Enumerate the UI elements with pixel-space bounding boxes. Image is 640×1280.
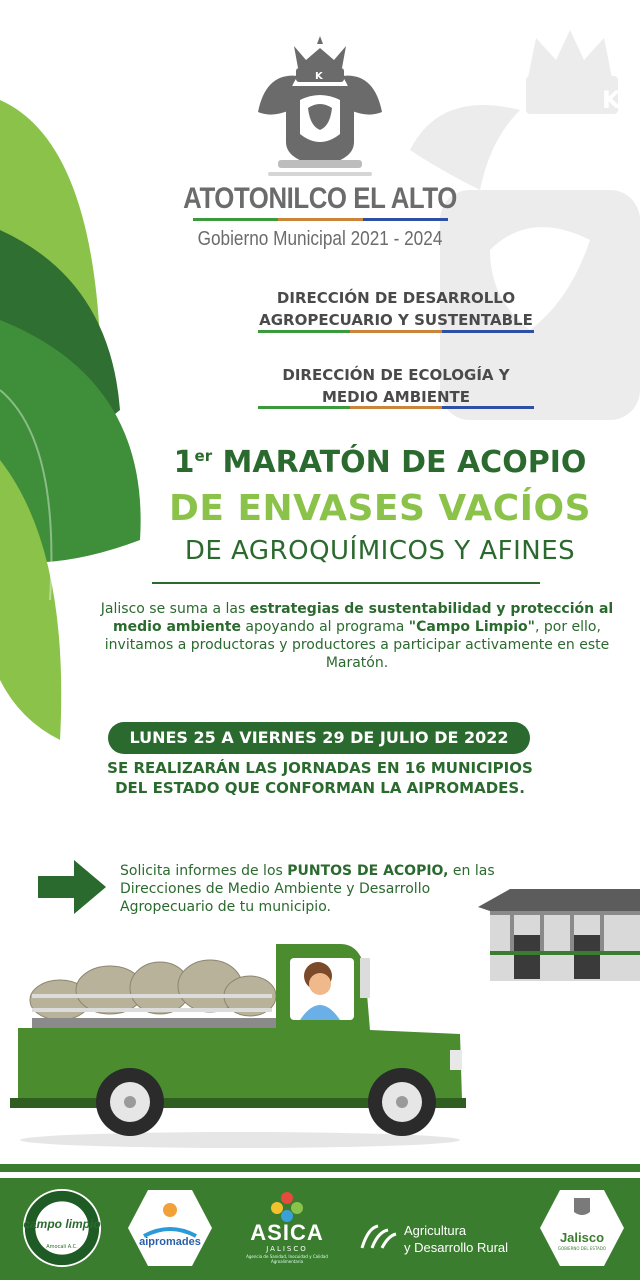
stripe-green [258, 330, 350, 333]
agricultura-text [404, 1222, 534, 1256]
solicita-bold: PUNTOS DE ACOPIO, [287, 863, 449, 879]
agricultura-line-2: y Desarrollo Rural [404, 1240, 509, 1255]
svg-text:K: K [602, 86, 621, 114]
intro-text-2: apoyando al programa [240, 619, 409, 635]
directorate-1-line1: DIRECCIÓN DE DESARROLLO [276, 289, 516, 307]
stripe-green [193, 218, 278, 221]
shed-illustration [470, 885, 640, 985]
jornadas-line-1: SE REALIZARÁN LAS JORNADAS EN 16 MUNICIPIOS [107, 759, 533, 777]
agricultura-line-1: Agricultura [404, 1223, 467, 1238]
stripe-orange [350, 330, 442, 333]
campo-limpio-sub: Amocali A.C. [46, 1244, 78, 1250]
title-divider [152, 582, 540, 584]
stripe-blue [363, 218, 448, 221]
date-banner: LUNES 25 A VIERNES 29 DE JULIO DE 2022 [108, 722, 530, 754]
asica-icon [262, 1190, 312, 1224]
title-line-1 [145, 445, 615, 480]
directorate-2-line2: MEDIO AMBIENTE [321, 388, 470, 406]
jalisco-name: Jalisco [559, 1230, 605, 1245]
stripe-orange [278, 218, 363, 221]
footer-top-stripe [0, 1164, 640, 1172]
government-term: Gobierno Municipal 2021 - 2024 [197, 228, 443, 250]
jornadas-line-2: DEL ESTADO QUE CONFORMAN LA AIPROMADES. [115, 779, 525, 797]
stripe-blue [442, 330, 534, 333]
aipromades-logo [128, 1188, 212, 1268]
stripe-orange [350, 406, 442, 409]
directorate-1 [0, 287, 640, 331]
intro-text-1: Jalisco se suma a las [100, 601, 250, 617]
intro-text-3: , por ello, invitamos a productoras y productores a participar activamente en este Maratón. [104, 619, 610, 671]
title-line-3: DE AGROQUÍMICOS Y AFINES [184, 536, 576, 566]
directorate-1-line2: AGROPECUARIO Y SUSTENTABLE [259, 311, 533, 329]
directorate-2-line1: DIRECCIÓN DE ECOLOGÍA Y [282, 366, 510, 384]
agricultura-icon [358, 1222, 398, 1252]
asica-desc: Agencia de Sanidad, Inocuidad y Calidad Agroalimentaria [246, 1254, 328, 1264]
intro-bold-2: "Campo Limpio" [408, 619, 535, 635]
jornadas-text [60, 758, 580, 798]
jalisco-logo [540, 1188, 624, 1268]
svg-text:K: K [315, 71, 323, 82]
info-request-text [120, 862, 500, 916]
jalisco-sub: GOBIERNO DEL ESTADO [557, 1246, 607, 1251]
title-ordinal: 1 [173, 445, 195, 480]
stripe-green [258, 406, 350, 409]
solicita-text-1: Solicita informes de los [120, 863, 288, 879]
truck-illustration [10, 930, 470, 1150]
campo-limpio-name: campo limpio [23, 1217, 101, 1231]
title-line-1-text: MARATÓN DE ACOPIO [222, 445, 587, 480]
solicita-text-2: en las Direcciones de Medio Ambiente y Desarrollo Agropecuario de tu municipio. [120, 863, 495, 915]
crest-icon [248, 32, 392, 182]
town-name: ATOTONILCO EL ALTO [183, 182, 457, 215]
intro-paragraph [92, 600, 622, 672]
directorate-2 [0, 364, 640, 408]
asica-name: ASICA [250, 1220, 324, 1245]
asica-sub: JALISCO [266, 1245, 308, 1253]
stripe-blue [442, 406, 534, 409]
aipromades-name: aipromades [139, 1236, 201, 1248]
arrow-right-icon [38, 860, 106, 914]
intro-bold-1: estrategias de sustentabilidad y protección al medio ambiente [113, 601, 614, 635]
title-line-2: DE ENVASES VACÍOS [168, 488, 592, 529]
title-ordinal-suffix: er [194, 447, 213, 465]
